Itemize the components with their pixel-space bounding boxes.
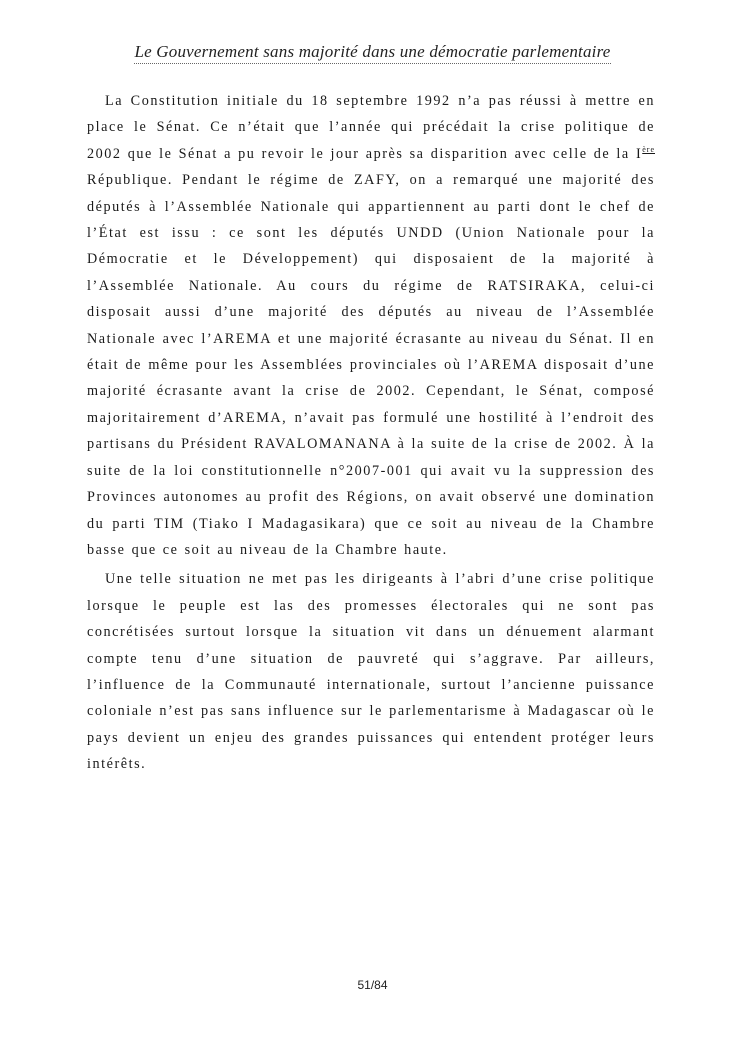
running-header bbox=[0, 42, 745, 62]
page-number: 51/84 bbox=[357, 978, 388, 992]
ordinal-superscript: ère bbox=[642, 144, 655, 154]
paragraph-1 bbox=[87, 88, 655, 563]
paragraph-1-text-b: République. Pendant le régime de ZAFY, on a remarqué une majorité des députés à l’Assemblée Nationale qui appartiennent au parti dont le chef de l’État est issu : ce sont les députés UNDD (Union Nationale pour la Démocratie et le Développement) qui disposaient de la majorité à l’Assemblée Nationale. Au cours du régime de RATSIRAKA, celui-ci disposait aussi d’une majorité des députés au niveau de l’Assemblée Nationale avec l’AREMA et une majorité écrasante au niveau du Sénat. Il en était de même pour les Assemblées provinciales où l’AREMA disposait d’une majorité écrasante avant la crise de 2002. Cependant, le Sénat, composé majoritairement d’AREMA, n’avait pas formulé une hostilité à l’endroit des partisans du Président RAVALOMANANA à la suite de la crise de 2002. À la suite de la loi constitutionnelle n°2007-001 qui avait vu la suppression des Provinces autonomes au profit des Régions, on avait observé une domination du parti TIM (Tiako I Madagasikara) que ce soit au niveau de la Chambre basse que ce soit au niveau de la Chambre haute. bbox=[87, 172, 655, 558]
running-header-title: Le Gouvernement sans majorité dans une démocratie parlementaire bbox=[134, 42, 610, 64]
paragraph-1-text-a: La Constitution initiale du 18 septembre 1992 n’a pas réussi à mettre en place le Sénat. Ce n’était que l’année qui précédait la crise politique de 2002 que le Sénat a pu revoir le jour après sa disparition avec celle de la I bbox=[87, 93, 655, 162]
paragraph-2: Une telle situation ne met pas les dirigeants à l’abri d’une crise politique lorsque le peuple est las des promesses électorales qui ne sont pas concrétisées surtout lorsque la situation vit dans un dénuement alarmant compte tenu d’une situation de pauvreté qui s’aggrave. Par ailleurs, l’influence de la Communauté internationale, surtout l’ancienne puissance coloniale n’est pas sans influence sur le parlementarisme à Madagascar où le pays devient un enjeu des grandes puissances qui entendent protéger leurs intérêts. bbox=[87, 571, 655, 773]
body-text bbox=[87, 88, 655, 778]
